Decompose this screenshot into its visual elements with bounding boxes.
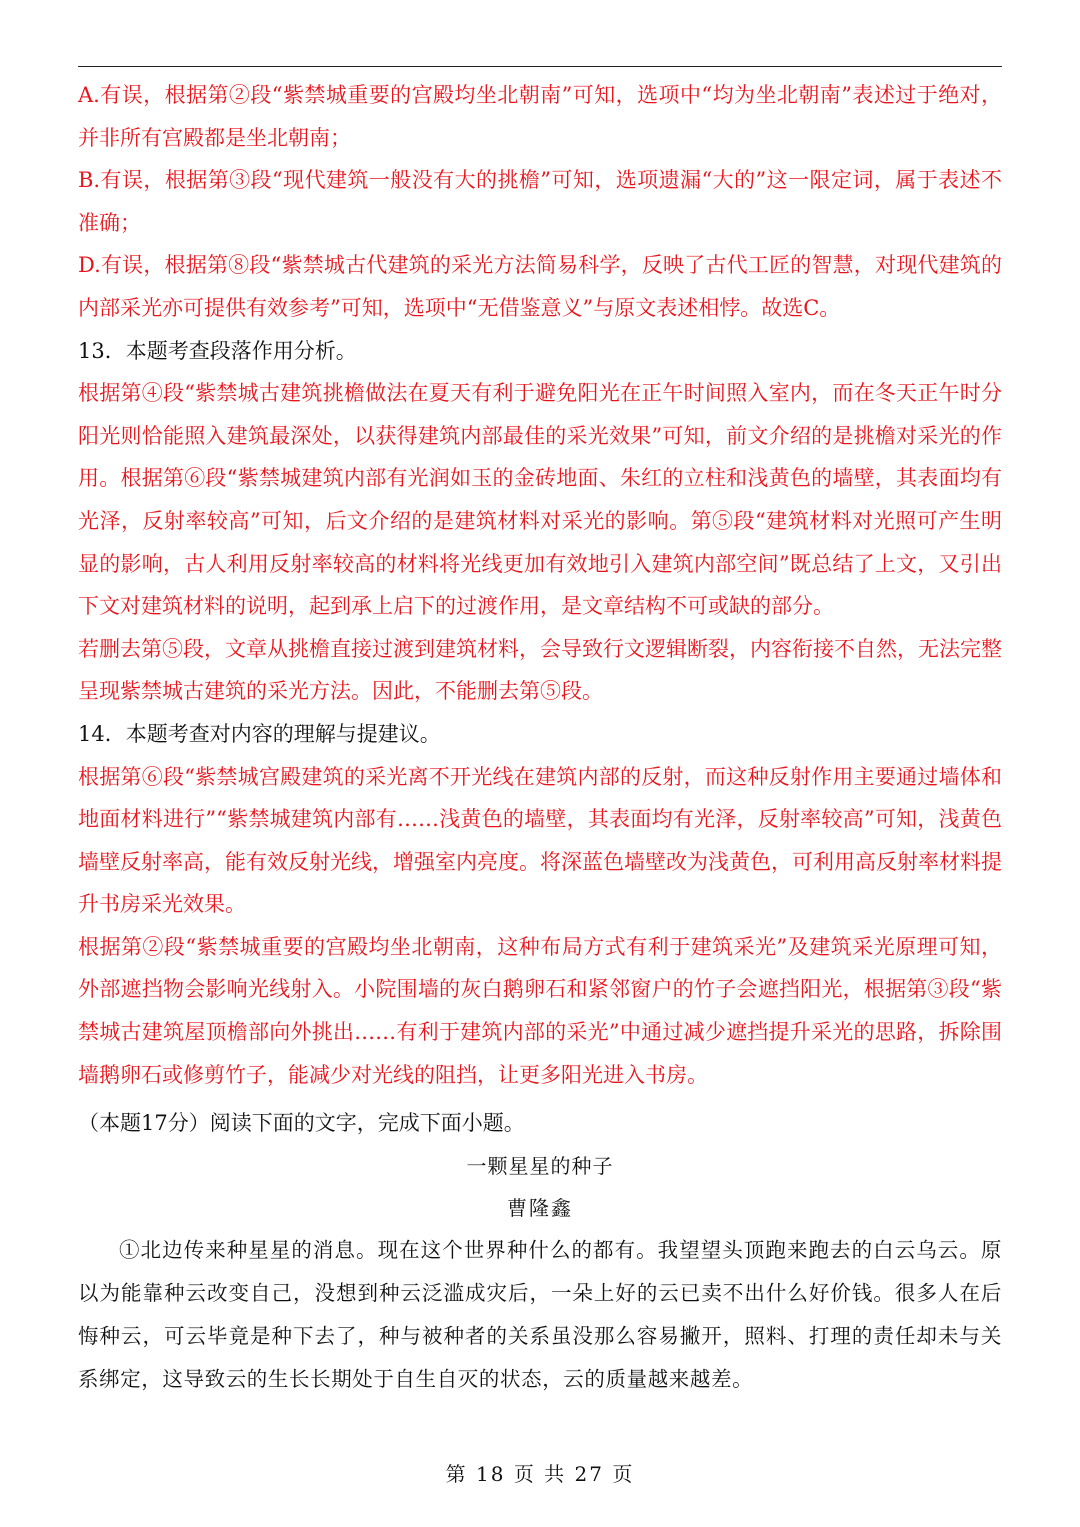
page-content xyxy=(78,74,1002,1401)
reading-intro: （本题17分）阅读下面的文字，完成下面小题。 xyxy=(78,1111,525,1136)
answer-14-paragraph-1: 根据第⑥段“紫禁城宫殿建筑的采光离不开光线在建筑内部的反射，而这种反射作用主要通过墙体和地面材料进行”“紫禁城建筑内部有……浅黄色的墙壁，其表面均有光泽，反射率较高”可知，浅黄色墙壁反射率高，能有效反射光线，增强室内亮度。将深蓝色墙壁改为浅黄色，可利用高反射率材料提升书房采光效果。 xyxy=(78,764,1002,917)
answer-12-option-a: A.有误，根据第②段“紫禁城重要的宫殿均坐北朝南”可知，选项中“均为坐北朝南”表述过于绝对，并非所有宫殿都是坐北朝南； xyxy=(78,83,1002,150)
answer-12-option-d: D.有误，根据第⑧段“紫禁城古代建筑的采光方法简易科学，反映了古代工匠的智慧，对现代建筑的内部采光亦可提供有效参考”可知，选项中“无借鉴意义”与原文表述相悖。故选C。 xyxy=(78,253,1002,320)
story-author: 曹隆鑫 xyxy=(507,1195,573,1220)
answer-12-option-b: B.有误，根据第③段“现代建筑一般没有大的挑檐”可知，选项遗漏“大的”这一限定词，属于表述不准确； xyxy=(78,168,1002,235)
answer-13-paragraph-2: 若删去第⑤段，文章从挑檐直接过渡到建筑材料，会导致行文逻辑断裂，内容衔接不自然，无法完整呈现紫禁城古建筑的采光方法。因此，不能删去第⑤段。 xyxy=(78,636,1002,704)
question-13-heading: 13．本题考查段落作用分析。 xyxy=(78,338,357,363)
story-title: 一颗星星的种子 xyxy=(466,1153,614,1178)
answer-14-paragraph-2: 根据第②段“紫禁城重要的宫殿均坐北朝南，这种布局方式有利于建筑采光”及建筑采光原理可知，外部遮挡物会影响光线射入。小院围墙的灰白鹅卵石和紧邻窗户的竹子会遮挡阳光，根据第③段“紫禁城古建筑屋顶檐部向外挑出……有利于建筑内部的采光”中通过减少遮挡提升采光的思路，拆除围墙鹅卵石或修剪竹子，能减少对光线的阻挡，让更多阳光进入书房。 xyxy=(78,934,1002,1087)
page-number: 第 18 页 共 27 页 xyxy=(445,1462,635,1486)
question-14-heading: 14．本题考查对内容的理解与提建议。 xyxy=(78,721,441,746)
story-paragraph-1: ①北边传来种星星的消息。现在这个世界种什么的都有。我望望头顶跑来跑去的白云乌云。原以为能靠种云改变自己，没想到种云泛滥成灾后，一朵上好的云已卖不出什么好价钱。很多人在后悔种云，可云毕竟是种下去了，种与被种者的关系虽没那么容易撇开，照料、打理的责任却未与关系绑定，这导致云的生长长期处于自生自灭的状态，云的质量越来越差。 xyxy=(78,1237,1002,1391)
answer-13-paragraph-1: 根据第④段“紫禁城古建筑挑檐做法在夏天有利于避免阳光在正午时间照入室内，而在冬天正午时分阳光则恰能照入建筑最深处，以获得建筑内部最佳的采光效果”可知，前文介绍的是挑檐对采光的作用。根据第⑥段“紫禁城建筑内部有光润如玉的金砖地面、朱红的立柱和浅黄色的墙壁，其表面均有光泽，反射率较高”可知，后文介绍的是建筑材料对采光的影响。第⑤段“建筑材料对光照可产生明显的影响，古人利用反射率较高的材料将光线更加有效地引入建筑内部空间”既总结了上文，又引出下文对建筑材料的说明，起到承上启下的过渡作用，是文章结构不可或缺的部分。 xyxy=(78,381,1002,619)
header-rule xyxy=(78,66,1002,67)
